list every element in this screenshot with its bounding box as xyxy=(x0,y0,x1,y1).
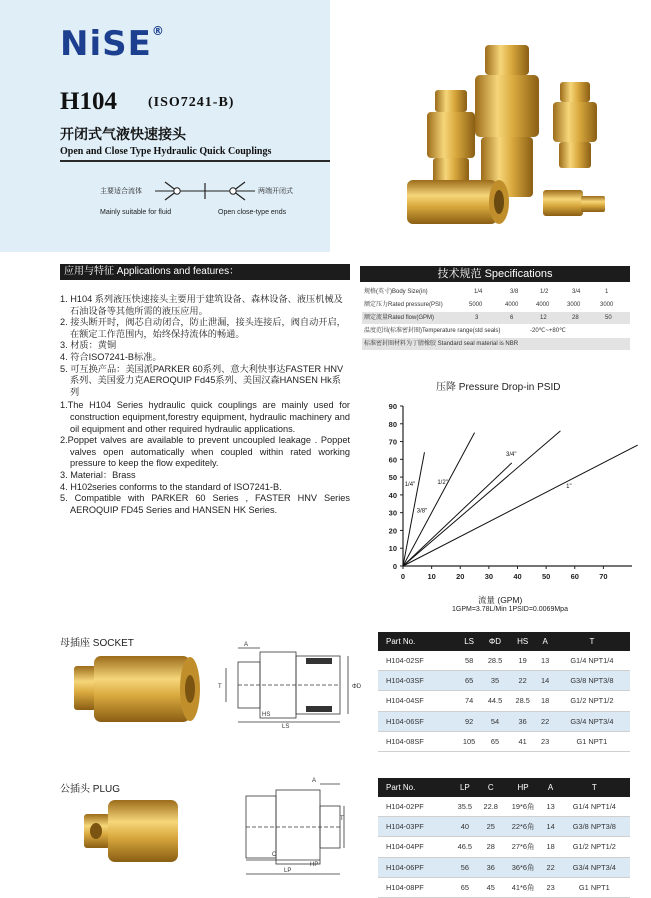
y-tick-label: 0 xyxy=(392,562,397,571)
plug-photo xyxy=(80,792,190,870)
table-row xyxy=(378,797,630,817)
product-photo xyxy=(395,40,625,240)
table-cell: G3/4 NPT3/4 xyxy=(554,711,630,731)
table-cell: 22 xyxy=(537,711,554,731)
series-label: 3/8" xyxy=(416,508,428,515)
spec-row-flow: 额定流量Rated flow(GPM) 3 6 12 28 50 xyxy=(362,312,630,324)
socket-column-header: A xyxy=(537,632,554,651)
table-row xyxy=(378,877,630,897)
table-cell: 36 xyxy=(509,711,537,731)
plug-column-header: C xyxy=(478,778,504,797)
feature-item: 3. 材质：黄铜 xyxy=(60,340,117,351)
feature-item: 1. H104 系列液压快速接头主要用于建筑设备、森林设备、液压机械及石油设备等其他所需的液压应用。 xyxy=(60,294,343,316)
table-cell: 28.5 xyxy=(481,651,509,671)
table-row xyxy=(378,671,630,691)
plug-dim-lp: LP xyxy=(284,868,292,874)
title-chinese: 开闭式气液快速接头 xyxy=(60,126,186,142)
socket-dim-ls: LS xyxy=(282,724,290,728)
socket-dim-d: ΦD xyxy=(352,684,362,690)
table-cell: H104-02SF xyxy=(378,651,457,671)
chart-note: 1GPM=3.78L/Min 1PSID=0.0069Mpa xyxy=(452,606,568,613)
plug-dim-a: A xyxy=(312,778,317,784)
table-cell: 13 xyxy=(543,797,559,817)
y-tick-label: 70 xyxy=(388,437,397,447)
feature-item: 5. 可互换产品：美国派PARKER 60系列、意大利快事达FASTER HNV系列、美国爱力克AEROQUIP Fd45系列、美国汉森HANSEN Hk系列 xyxy=(60,363,344,397)
table-cell: H104-04SF xyxy=(378,691,457,711)
y-tick-label: 90 xyxy=(388,402,397,411)
series-line xyxy=(403,431,560,566)
spec-row-seal: 标准密封圈材料为丁腈橡胶 Standard seal material is NBR xyxy=(362,338,630,350)
table-cell: 105 xyxy=(457,731,481,751)
feature-item: 4. H102series conforms to the standard of ISO7241-B. xyxy=(60,481,282,492)
table-row xyxy=(378,857,630,877)
table-row xyxy=(378,731,630,751)
pressure-drop-chart xyxy=(355,395,640,625)
title-english: Open and Close Type Hydraulic Quick Couplings xyxy=(60,146,272,157)
table-cell: H104-08PF xyxy=(378,877,452,897)
socket-drawing xyxy=(218,638,368,728)
socket-dim-a: A xyxy=(244,642,249,648)
feature-item: 2.Poppet valves are available to prevent uncoupled leakage . Poppet valves open automatically when coupled within rated working pressure to keep the flow expeditely. xyxy=(60,435,350,469)
x-tick-label: 50 xyxy=(541,572,551,581)
table-cell: G1/2 NPT1/2 xyxy=(559,837,630,857)
table-cell: H104-03SF xyxy=(378,671,457,691)
socket-column-header: Part No. xyxy=(378,632,457,651)
socket-table xyxy=(378,632,630,752)
plug-column-header: Part No. xyxy=(378,778,452,797)
socket-column-header: HS xyxy=(509,632,537,651)
spec-row-pressure: 额定压力Rated pressure(PSI) 5000 4000 4000 3000 3000 xyxy=(364,302,614,308)
table-cell: H104-06SF xyxy=(378,711,457,731)
plug-column-header: A xyxy=(543,778,559,797)
x-tick-label: 20 xyxy=(456,572,465,581)
table-cell: 92 xyxy=(457,711,481,731)
table-cell: 65 xyxy=(457,671,481,691)
plug-dim-c: C xyxy=(272,852,277,858)
x-tick-label: 0 xyxy=(400,572,406,581)
table-cell: 56 xyxy=(452,857,478,877)
table-cell: 54 xyxy=(481,711,509,731)
table-cell: 44.5 xyxy=(481,691,509,711)
plug-label: 公插头 PLUG xyxy=(60,784,121,795)
table-cell: 46.5 xyxy=(452,837,478,857)
table-row xyxy=(378,711,630,731)
table-row xyxy=(378,817,630,837)
y-tick-label: 30 xyxy=(388,508,397,518)
y-tick-label: 50 xyxy=(388,473,397,483)
chart-xlabel: 流量 (GPM) xyxy=(478,595,523,605)
table-cell: 19*6角 xyxy=(504,797,543,817)
plug-column-header: T xyxy=(559,778,630,797)
table-cell: 22 xyxy=(509,671,537,691)
series-label: 1/4" xyxy=(404,482,416,488)
legend-ends-cn: 两端开闭式 xyxy=(258,188,293,195)
feature-item: 1.The H104 Series hydraulic quick couplings are mainly used for construction equipment,forestry equipment, hydraulic machinery and oil equipment and other required hydraulic applications. xyxy=(60,400,350,434)
feature-item: 2. 接头断开时，阀芯自动闭合，防止泄漏，接头连接后，阀自动开启，在额定工作范围内，始终保持流体的畅通。 xyxy=(60,317,346,339)
socket-column-header: ΦD xyxy=(481,632,509,651)
table-cell: 22*6角 xyxy=(504,817,543,837)
y-tick-label: 60 xyxy=(388,455,397,465)
table-cell: 35.5 xyxy=(452,797,478,817)
plug-dim-t: T xyxy=(340,816,344,822)
x-tick-label: 60 xyxy=(570,572,579,581)
table-cell: 28.5 xyxy=(509,691,537,711)
table-cell: 23 xyxy=(543,877,559,897)
series-label: 3/4" xyxy=(506,451,517,458)
brand-logo: NiSE® xyxy=(60,24,165,64)
series-line xyxy=(403,445,638,566)
table-cell: 23 xyxy=(537,731,554,751)
socket-column-header: T xyxy=(554,632,630,651)
legend-fluid-cn: 主要适合流体 xyxy=(100,188,142,195)
table-cell: 41 xyxy=(509,731,537,751)
table-cell: 35 xyxy=(481,671,509,691)
table-row xyxy=(378,837,630,857)
feature-item: 3. Material：Brass xyxy=(60,469,136,480)
features-list xyxy=(60,294,350,516)
plug-column-header: LP xyxy=(452,778,478,797)
series-label: 1/2" xyxy=(437,480,448,487)
feature-item: 4. 符合ISO7241-B标准。 xyxy=(60,351,162,362)
table-cell: 28 xyxy=(478,837,504,857)
socket-photo xyxy=(68,650,203,730)
table-cell: H104-04PF xyxy=(378,837,452,857)
plug-drawing xyxy=(232,776,352,880)
table-cell: H104-02PF xyxy=(378,797,452,817)
table-cell: G1/4 NPT1/4 xyxy=(559,797,630,817)
spec-row-temperature: 温度范围(标准密封圈)Temperature range(std seals) -20℃~+80℃ xyxy=(364,328,566,334)
legend-fluid-en: Mainly suitable for fluid xyxy=(100,209,172,216)
table-cell: 36*6角 xyxy=(504,857,543,877)
socket-dim-t: T xyxy=(218,684,222,690)
table-cell: G3/8 NPT3/8 xyxy=(559,817,630,837)
table-cell: G1/4 NPT1/4 xyxy=(554,651,630,671)
table-cell: 18 xyxy=(543,837,559,857)
spec-row-body-size: 规格(英寸)Body Size(in) 1/4 3/8 1/2 3/4 1 xyxy=(364,289,609,295)
table-cell: 27*6角 xyxy=(504,837,543,857)
socket-dim-hs: HS xyxy=(262,712,271,718)
table-cell: G1/2 NPT1/2 xyxy=(554,691,630,711)
table-cell: 45 xyxy=(478,877,504,897)
x-tick-label: 70 xyxy=(599,572,608,581)
x-tick-label: 40 xyxy=(513,572,522,581)
table-cell: 65 xyxy=(452,877,478,897)
table-cell: 22 xyxy=(543,857,559,877)
table-cell: 14 xyxy=(543,817,559,837)
feature-item: 5. Compatible with PARKER 60 Series , FASTER HNV Series AEROQUIP FD45 Series and HANSEN HK Series. xyxy=(60,493,350,515)
table-cell: G3/8 NPT3/8 xyxy=(554,671,630,691)
table-cell: 58 xyxy=(457,651,481,671)
coupling-symbol-icon xyxy=(155,178,255,204)
table-row xyxy=(378,651,630,671)
plug-dim-hp: HP xyxy=(310,862,319,868)
y-tick-label: 80 xyxy=(388,419,397,429)
y-tick-label: 10 xyxy=(388,544,397,554)
table-cell: 19 xyxy=(509,651,537,671)
x-tick-label: 30 xyxy=(484,572,494,581)
table-cell: 41*6角 xyxy=(504,877,543,897)
table-cell: 36 xyxy=(478,857,504,877)
y-tick-label: 20 xyxy=(388,526,397,536)
table-cell: G3/4 NPT3/4 xyxy=(559,857,630,877)
specs-header: 技术规范 Specifications xyxy=(360,266,630,282)
table-cell: 14 xyxy=(537,671,554,691)
table-cell: 18 xyxy=(537,691,554,711)
table-cell: 13 xyxy=(537,651,554,671)
table-row xyxy=(378,691,630,711)
table-cell: G1 NPT1 xyxy=(554,731,630,751)
table-cell: 40 xyxy=(452,817,478,837)
socket-label: 母插座 SOCKET xyxy=(60,638,134,649)
title-divider xyxy=(60,160,330,162)
standard-label: (ISO7241-B) xyxy=(148,95,235,110)
table-cell: 25 xyxy=(478,817,504,837)
chart-title: 压降 Pressure Drop-in PSID xyxy=(436,382,561,393)
plug-table xyxy=(378,778,630,898)
y-tick-label: 40 xyxy=(388,490,397,500)
series-label: 1" xyxy=(566,483,572,490)
features-header: 应用与特征 Applications and features： xyxy=(60,264,350,280)
table-cell: G1 NPT1 xyxy=(559,877,630,897)
series-line xyxy=(403,433,475,566)
table-cell: 22.8 xyxy=(478,797,504,817)
model-number: H104 xyxy=(60,88,117,115)
table-cell: 65 xyxy=(481,731,509,751)
table-cell: H104-06PF xyxy=(378,857,452,877)
table-cell: 74 xyxy=(457,691,481,711)
table-cell: H104-08SF xyxy=(378,731,457,751)
x-tick-label: 10 xyxy=(427,572,436,581)
table-cell: H104-03PF xyxy=(378,817,452,837)
socket-column-header: LS xyxy=(457,632,481,651)
plug-column-header: HP xyxy=(504,778,543,797)
legend-ends-en: Open close-type ends xyxy=(218,209,287,216)
